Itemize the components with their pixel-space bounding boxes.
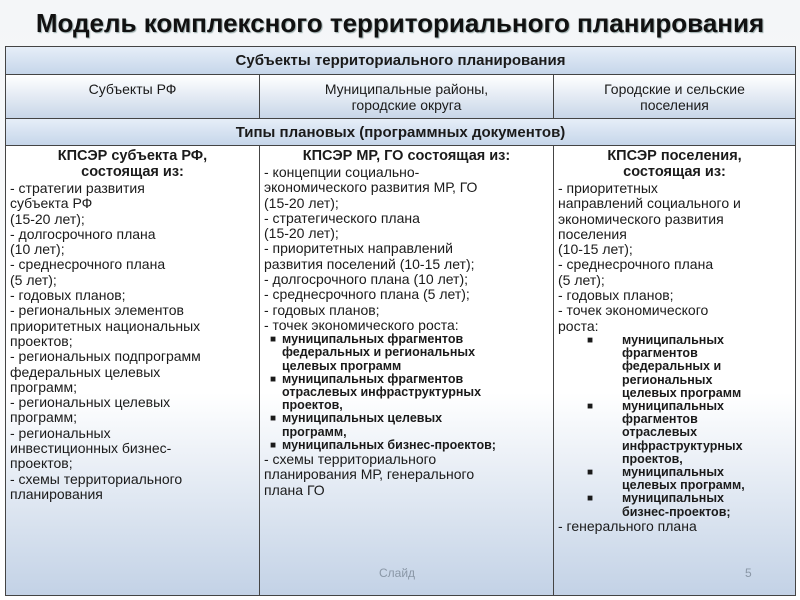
subject-settlements: Городские и сельские поселения (554, 75, 795, 118)
sub-item-text (282, 412, 442, 438)
sub-item-text (622, 466, 745, 492)
column-heading: состоящая из: (81, 164, 184, 180)
list-item: (15-20 лет); (10, 210, 85, 227)
bullet-icon: ■ (586, 400, 594, 412)
sub-item-line: целевых программ (282, 358, 402, 373)
list-item: - точек экономического роста: (264, 316, 459, 333)
bullet-icon: ■ (586, 467, 594, 478)
sub-item-line: муниципальных (622, 398, 724, 413)
sub-item-text (622, 400, 743, 466)
page-number: 5 (745, 566, 752, 580)
sub-list-item (264, 412, 549, 438)
list-item: - генерального плана (558, 517, 697, 534)
bullet-icon: ■ (269, 334, 277, 346)
list-item: - региональных элементов (10, 302, 184, 319)
sub-item-line: федеральных и региональных (282, 345, 476, 360)
sub-list-item (558, 334, 791, 400)
list-item: развития поселений (10-15 лет); (264, 255, 475, 272)
sub-item-line: муниципальных фрагментов (282, 371, 464, 386)
sub-item-line: целевых программ (622, 385, 742, 400)
sub-item-line: фрагментов (622, 346, 698, 361)
list-item: планирования (10, 485, 103, 502)
list-item: инвестиционных бизнес- (10, 440, 172, 457)
list-item: (15-20 лет); (264, 194, 339, 211)
list-item: экономического развития МР, ГО (264, 179, 478, 196)
list-item: субъекта РФ (10, 195, 93, 212)
sub-item-line: проектов, (622, 451, 683, 466)
list-item: роста: (558, 317, 599, 334)
footer-label: Слайд (379, 566, 416, 580)
sub-item-line: отраслевых (622, 425, 698, 440)
list-item: - долгосрочного плана (10 лет); (264, 271, 469, 288)
sub-item-line: фрагментов (622, 412, 698, 427)
sub-item-text (282, 373, 481, 413)
planning-table (5, 46, 796, 596)
list-item: федеральных целевых (10, 363, 161, 380)
bullet-icon: ■ (586, 334, 594, 346)
list-item: - точек экономического (558, 302, 709, 319)
sub-list-item (558, 492, 791, 518)
list-item: проектов; (10, 332, 73, 349)
list-item: программ; (10, 409, 77, 426)
list-item: - региональных подпрограмм (10, 348, 201, 365)
types-header: Типы плановых (программных документов) (6, 119, 795, 146)
list-item: направлений социального и (558, 195, 741, 212)
sub-item-line: проектов, (282, 398, 343, 413)
column-heading: КПСЭР поселения, (607, 148, 742, 164)
column-heading: КПСЭР МР, ГО состоящая из: (302, 148, 511, 164)
list-item: - годовых планов; (10, 287, 126, 304)
subject-municipal: Муниципальные районы, городские округа (260, 75, 554, 118)
bullet-icon: ■ (586, 493, 594, 505)
list-item: (15-20 лет); (264, 225, 339, 242)
sub-list-item (264, 373, 549, 413)
bullet-icon: ■ (269, 373, 277, 385)
subjects-row (6, 75, 795, 119)
sub-item-text (282, 333, 475, 373)
sub-item-line: бизнес-проектов; (622, 504, 731, 519)
documents-row (6, 146, 795, 595)
column-subject-rf (6, 146, 260, 595)
list-item: - среднесрочного плана (10, 256, 166, 273)
list-item: - стратегического плана (264, 209, 420, 226)
sub-item-line: муниципальных бизнес-проектов; (282, 437, 496, 452)
slide-title: Модель комплексного территориального планирования (35, 7, 765, 38)
column-heading: КПСЭР субъекта РФ, (57, 148, 208, 164)
list-item: (10 лет); (10, 241, 65, 258)
subjects-header: Субъекты территориального планирования (6, 47, 795, 75)
sub-list-item (558, 400, 791, 466)
list-item: - годовых планов; (558, 287, 674, 304)
sub-item-line: муниципальных (622, 491, 724, 506)
list-item: плана ГО (264, 481, 325, 498)
list-item: планирования МР, генерального (264, 466, 475, 483)
sub-item-text (622, 334, 741, 400)
sub-item-text (622, 492, 731, 518)
list-item: - годовых планов; (264, 301, 380, 318)
list-item: - концепции социально- (264, 164, 420, 180)
column-heading: состоящая из: (623, 164, 726, 180)
list-item: - схемы территориального (264, 451, 437, 468)
sub-list-item (264, 333, 549, 373)
sub-item-line: муниципальных (622, 332, 724, 347)
sub-item-line: муниципальных целевых (282, 411, 443, 426)
column-settlements (554, 146, 795, 595)
list-item: (10-15 лет); (558, 241, 633, 258)
sub-item-line: отраслевых инфраструктурных (282, 385, 482, 400)
list-item: поселения (558, 225, 627, 242)
sub-item-line: муниципальных фрагментов (282, 332, 464, 347)
sub-item-line: федеральных и (622, 359, 722, 374)
list-item: экономического развития (558, 210, 724, 227)
list-item: программ; (10, 378, 77, 395)
sub-item-line: региональных (622, 372, 713, 387)
bullet-icon: ■ (269, 413, 277, 425)
list-item: (5 лет); (558, 271, 605, 288)
list-item: - региональных целевых (10, 394, 171, 411)
list-item: проектов; (10, 455, 73, 472)
list-item: - приоритетных (558, 180, 658, 196)
list-item: (5 лет); (10, 271, 57, 288)
bullet-icon: ■ (269, 439, 277, 451)
sub-item-line: муниципальных (622, 465, 724, 479)
list-item: - среднесрочного плана (5 лет); (264, 286, 470, 303)
list-item: - приоритетных направлений (264, 240, 453, 257)
list-item: - региональных (10, 424, 111, 441)
list-item: приоритетных национальных (10, 317, 201, 334)
sub-list-item (558, 466, 791, 492)
list-item: - среднесрочного плана (558, 256, 714, 273)
list-item: - стратегии развития (10, 180, 145, 196)
sub-item-line: целевых программ, (622, 478, 745, 493)
list-item: - схемы территориального (10, 470, 183, 487)
sub-item-line: программ, (282, 424, 347, 439)
column-municipal (260, 146, 554, 595)
subject-rf: Субъекты РФ (6, 75, 260, 118)
list-item: - долгосрочного плана (10, 225, 156, 242)
sub-item-line: инфраструктурных (622, 438, 743, 453)
